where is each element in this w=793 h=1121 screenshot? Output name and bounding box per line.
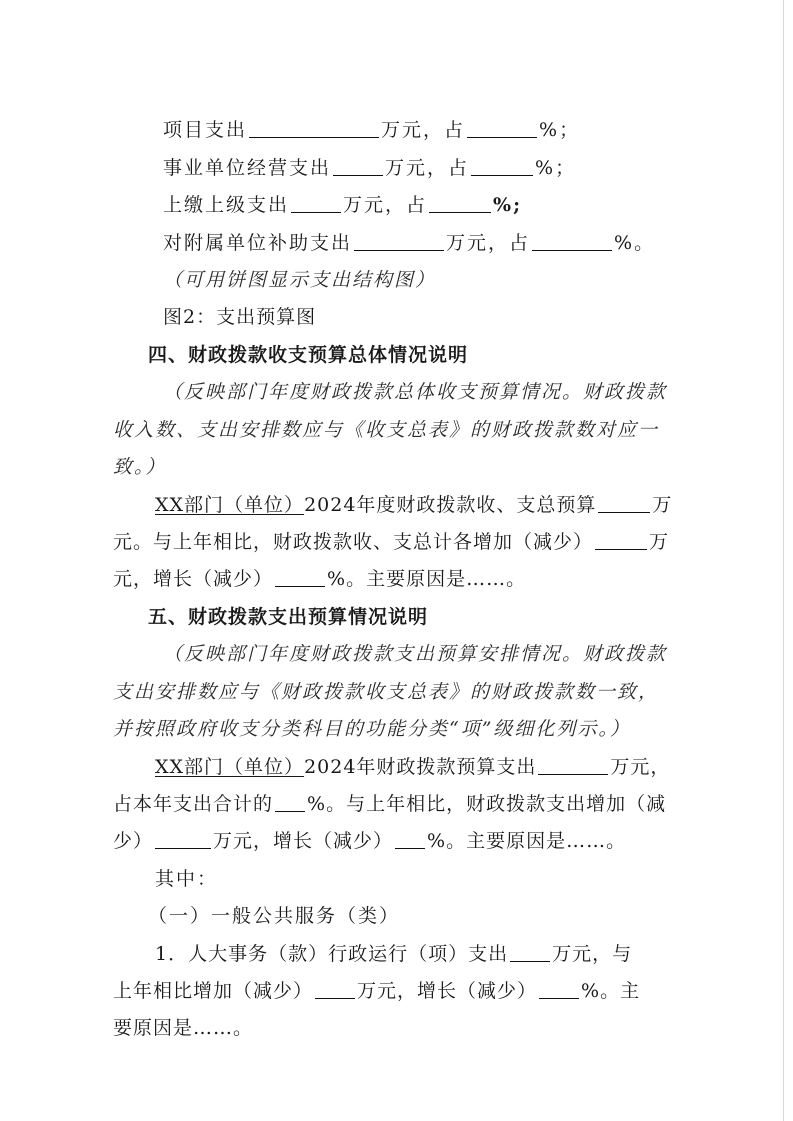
section-4-note-line-2: 收入数、支出安排数应与《收支总表》的财政拨款数对应一 [113,419,660,441]
blank-field[interactable] [467,119,537,138]
section-4-note-line-3: 致。） [113,456,167,478]
blank-field[interactable] [354,232,444,251]
section-heading-4: 四、财政拨款收支预算总体情况说明 [148,344,469,366]
item-1-line-1: 1．人大事务（款）行政运行（项）支出 万元，与 [155,943,633,965]
scan-edge-divider [783,0,784,1121]
section-5-note-line-1: （反映部门年度财政拨款支出预算安排情况。财政拨款 [163,643,668,665]
section-5-para-line-3: 少） 万元，增长（减少） %。主要原因是……。 [113,830,627,852]
blank-field[interactable] [538,756,608,775]
blank-field[interactable] [595,531,647,550]
section-4-para-line-1: XX部门（单位）2024年度财政拨款收、支总预算 万 [155,494,673,516]
item-operating-expense: 事业单位经营支出 万元，占 %； [163,157,577,179]
section-5-note-line-2: 支出安排数应与《财政拨款收支总表》的财政拨款数一致， [113,681,660,703]
blank-field[interactable] [395,830,425,849]
blank-field[interactable] [539,980,579,999]
section-5-para-line-1: XX部门（单位）2024年财政拨款预算支出 万元， [155,756,671,778]
among-them-label: 其中： [155,868,219,890]
blank-field[interactable] [510,943,550,962]
pie-chart-note: （可用饼图显示支出结构图） [163,269,437,291]
item-project-expense: 项目支出 万元，占 %； [163,119,581,141]
section-4-note-line-1: （反映部门年度财政拨款总体收支预算情况。财政拨款 [163,381,668,403]
category-heading-general-public-services: （一）一般公共服务（类） [148,905,401,927]
blank-field[interactable] [249,119,379,138]
blank-field[interactable] [315,980,355,999]
blank-field[interactable] [333,157,383,176]
section-4-para-line-3: 元，增长（减少） %。主要原因是……。 [113,568,527,590]
item-subsidiary-subsidy: 对附属单位补助支出 万元，占 %。 [163,232,656,254]
section-heading-5: 五、财政拨款支出预算情况说明 [148,606,429,628]
item-1-line-3: 要原因是……。 [113,1017,254,1039]
blank-field[interactable] [275,793,305,812]
blank-field[interactable] [429,194,491,213]
blank-field[interactable] [291,194,341,213]
blank-field[interactable] [532,232,612,251]
blank-field[interactable] [598,494,650,513]
section-5-note-line-3: 并按照政府收支分类科目的功能分类“项”级细化列示。） [113,718,631,740]
blank-field[interactable] [155,830,211,849]
item-superior-payment: 上缴上级支出 万元，占 %; [163,194,523,216]
item-1-line-2: 上年相比增加（减少） 万元，增长（减少） %。主 [113,980,641,1002]
blank-field[interactable] [275,568,325,587]
figure-caption: 图2：支出预算图 [163,306,317,328]
section-4-para-line-2: 元。与上年相比，财政拨款收、支总计各增加（减少） 万 [113,531,670,553]
blank-field[interactable] [471,157,533,176]
section-5-para-line-2: 占本年支出合计的 %。与上年相比，财政拨款支出增加（减 [113,793,667,815]
